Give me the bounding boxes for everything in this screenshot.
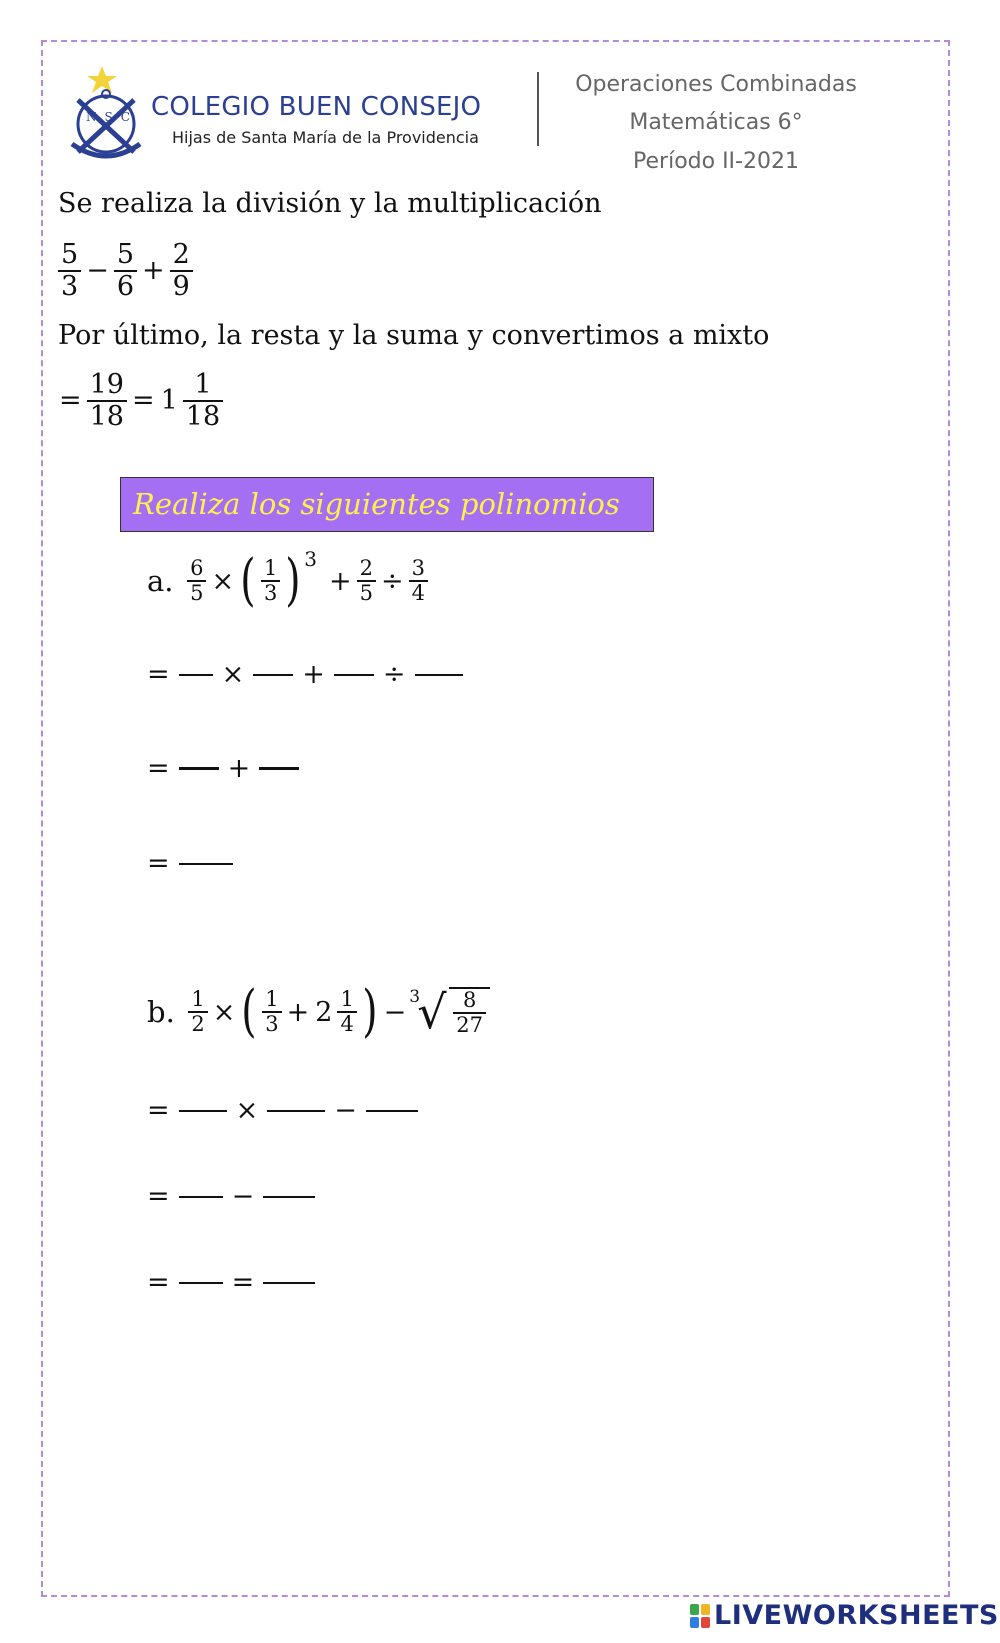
cube-root: 3 √ $\frac{8}{27}$ [409, 987, 490, 1037]
exercise-label: a. [147, 564, 174, 598]
answer-blank[interactable] [263, 1282, 315, 1284]
header-divider [537, 72, 539, 146]
fraction: $\frac{1}{18}$ [183, 370, 223, 431]
exercise-a-line1: = × + ÷ [144, 658, 469, 690]
fraction: $\frac{2}{9}$ [170, 240, 193, 301]
step1-expression: $\frac{5}{3}$ − $\frac{5}{6}$ + $\frac{2}{9}$ [56, 240, 195, 301]
answer-blank[interactable] [263, 1196, 315, 1198]
result-expression: = $\frac{19}{18}$ = 1 $\frac{1}{18}$ [56, 370, 225, 431]
exercise-b-line3: = = [144, 1266, 321, 1298]
exercise-banner [120, 477, 654, 532]
answer-blank[interactable] [259, 767, 299, 770]
fraction: $\frac{5}{6}$ [114, 240, 137, 301]
answer-blank[interactable] [179, 1110, 227, 1112]
exercise-a-line2: = + [144, 752, 305, 784]
footer-brand-text: LIVEWORKSHEETS [714, 1600, 999, 1631]
school-subtitle: Hijas de Santa María de la Providencia [172, 128, 479, 147]
answer-blank[interactable] [179, 767, 219, 770]
subject-title: Matemáticas 6° [629, 110, 803, 135]
banner-title: Realiza los siguientes polinomios [133, 487, 620, 521]
answer-blank[interactable] [253, 674, 293, 676]
topic-title: Operaciones Combinadas [575, 72, 857, 97]
exercise-b-line2: = − [144, 1180, 321, 1212]
answer-blank[interactable] [179, 674, 213, 676]
answer-blank[interactable] [179, 1196, 223, 1198]
liveworksheets-icon [690, 1604, 710, 1630]
answer-blank[interactable] [366, 1110, 418, 1112]
logo-letters: NSC [86, 110, 138, 124]
footer-brand [690, 1600, 999, 1631]
school-name: COLEGIO BUEN CONSEJO [151, 92, 482, 122]
exercise-a-expression: a. $\frac{6}{5}$ × ( $\frac{1}{3}$ ) 3+ $\frac{2}{5}$ ÷ $\frac{3}{4}$ [144, 553, 430, 609]
exercise-b-line1: = × − [144, 1094, 424, 1126]
answer-blank[interactable] [415, 674, 463, 676]
period-title: Período II-2021 [633, 149, 799, 174]
exercise-label: b. [147, 995, 175, 1029]
fraction: $\frac{19}{18}$ [87, 370, 127, 431]
exercise-b-expression: b. $\frac{1}{2}$ × ( $\frac{1}{3}$ + 2 $\frac{1}{4}$ ) − 3 √ $\frac{8}{27}$ [144, 984, 490, 1040]
fraction: $\frac{5}{3}$ [58, 240, 81, 301]
answer-blank[interactable] [179, 1282, 223, 1284]
step2-text: Por último, la resta y la suma y convertimos a mixto [58, 320, 770, 351]
exercise-a-line3: = [144, 847, 239, 879]
answer-blank[interactable] [267, 1110, 325, 1112]
answer-blank[interactable] [334, 674, 374, 676]
answer-blank[interactable] [179, 863, 233, 865]
step1-text: Se realiza la división y la multiplicación [58, 188, 602, 219]
